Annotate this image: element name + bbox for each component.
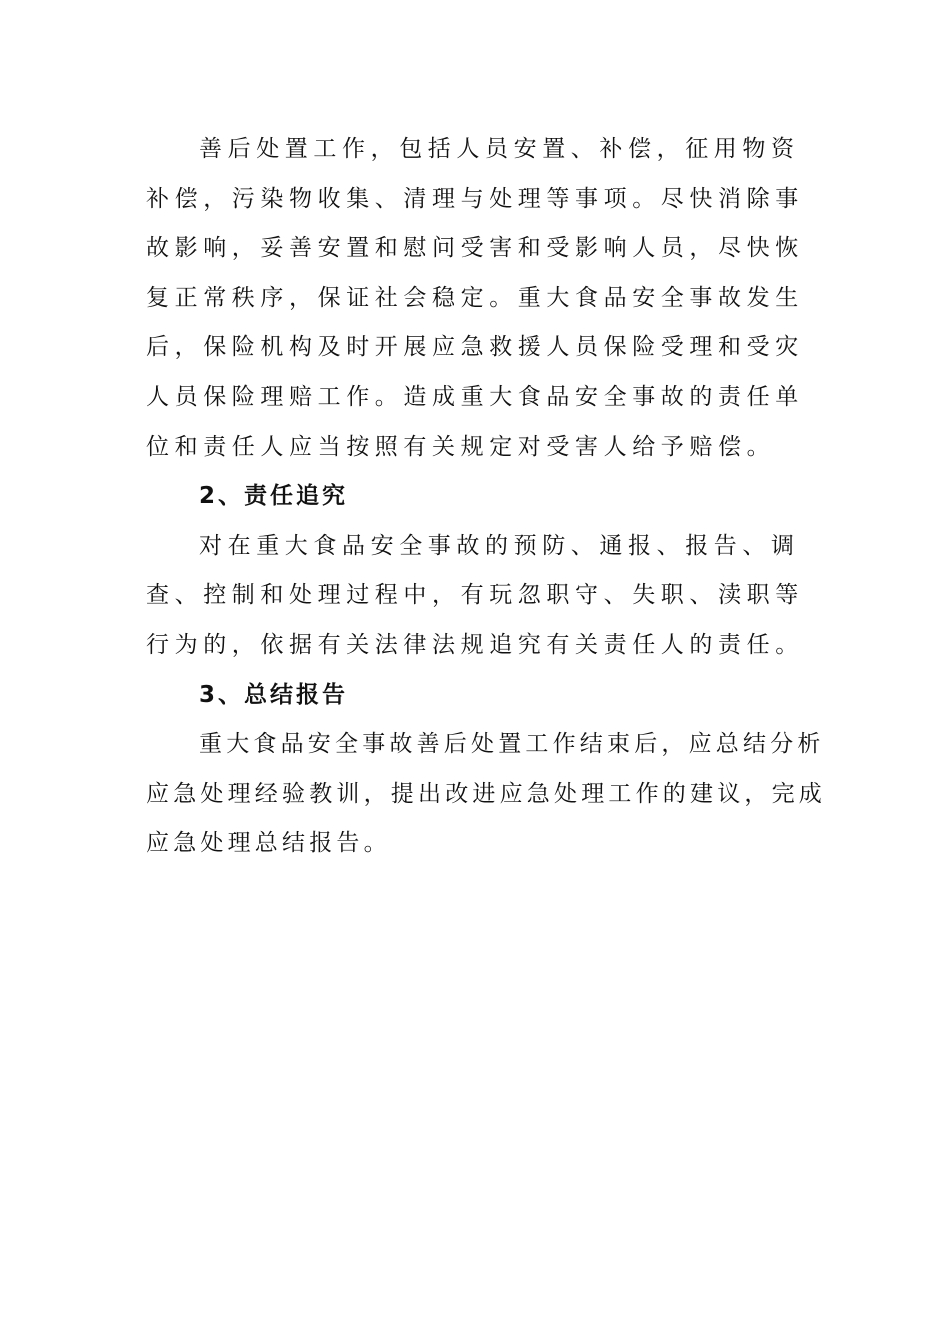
paragraph-accountability: 对在重大食品安全事故的预防、通报、报告、调查、控制和处理过程中，有玩忽职守、失职、渎职等行为的，依据有关法律法规追究有关责任人的责任。	[146, 532, 804, 658]
document-body	[146, 125, 826, 869]
section-heading-accountability: 2、责任追究	[199, 483, 349, 510]
paragraph-summary-report: 重大食品安全事故善后处置工作结束后，应总结分析应急处理经验教训，提出改进应急处理工作的建议，完成应急处理总结报告。	[146, 731, 826, 857]
paragraph-aftermath-handling: 善后处置工作，包括人员安置、补偿，征用物资补偿，污染物收集、清理与处理等事项。尽快消除事故影响，妥善安置和慰问受害和受影响人员，尽快恢复正常秩序，保证社会稳定。重大食品安全事故发生后，保险机构及时开展应急救援人员保险受理和受灾人员保险理赔工作。造成重大食品安全事故的责任单位和责任人应当按照有关规定对受害人给予赔偿。	[146, 136, 804, 460]
section-heading-summary-report: 3、总结报告	[199, 681, 349, 708]
